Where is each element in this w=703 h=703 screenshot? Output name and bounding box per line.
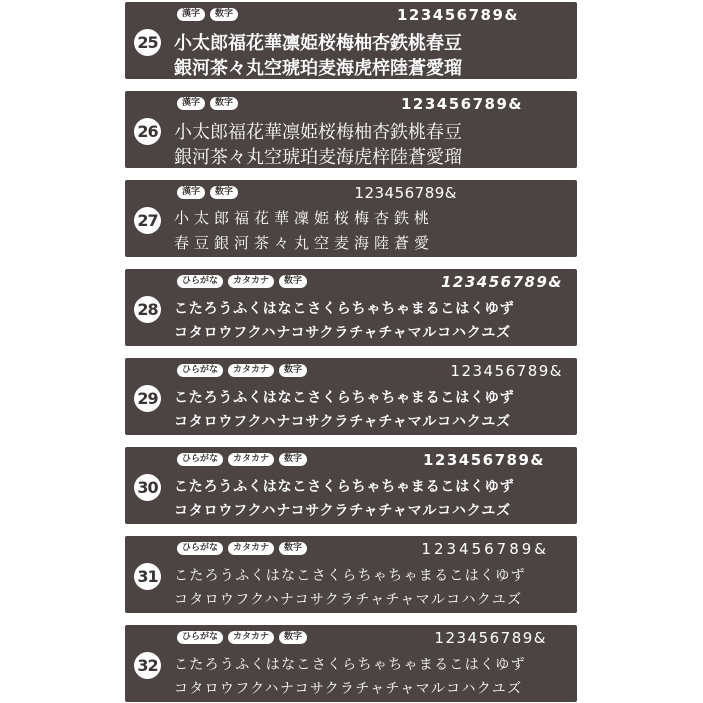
digits-tag: 数字 [210, 186, 238, 199]
hiragana-tag: ひらがな [177, 275, 223, 288]
digits-sample: 123456789& [450, 362, 563, 380]
digits-tag: 数字 [279, 453, 307, 466]
sample-line-1: こたろうふくはなこさくらちゃちゃまるこはくゆず [174, 390, 515, 406]
digits-tag: 数字 [279, 275, 307, 288]
digits-sample: 123456789& [421, 540, 549, 558]
digits-tag: 数字 [210, 97, 238, 110]
sample-number-badge: 26 [134, 118, 161, 145]
category-tags [177, 275, 307, 288]
category-tags [177, 542, 307, 555]
sample-line-2: 春豆銀河茶々丸空麦海陸蒼愛 [174, 234, 435, 252]
font-sample-panel-26 [125, 91, 577, 168]
category-tags [177, 97, 238, 110]
digits-sample: 123456789& [440, 273, 563, 291]
sample-line-2: コタロウフクハナコサクラチャチャマルコハクユズ [174, 592, 523, 608]
digits-sample: 123456789& [354, 184, 457, 202]
sample-number-badge: 30 [134, 474, 161, 501]
category-tags [177, 364, 307, 377]
kanji-tag: 漢字 [177, 8, 205, 21]
sample-line-1: 小太郎福花華凛姫桜梅柚杏鉄桃春豆 [174, 33, 462, 54]
font-sample-panel-32 [125, 625, 577, 702]
hiragana-tag: ひらがな [177, 364, 223, 377]
sample-line-1: こたろうふくはなこさくらちゃちゃまるこはくゆず [174, 568, 526, 584]
kanji-tag: 漢字 [177, 186, 205, 199]
sample-line-1: こたろうふくはなこさくらちゃちゃまるこはくゆず [174, 657, 526, 673]
sample-line-1: 小太郎福花華凜姫桜梅杏鉄桃 [174, 209, 435, 227]
sample-line-2: コタロウフクハナコサクラチャチャマルコハクユズ [174, 681, 523, 697]
font-sample-panel-29 [125, 358, 577, 435]
sample-line-2: 銀河茶々丸空琥珀麦海虎梓陸蒼愛瑠 [174, 147, 462, 168]
sample-line-2: 銀河茶々丸空琥珀麦海虎梓陸蒼愛瑠 [174, 58, 462, 79]
sample-line-1: こたろうふくはなこさくらちゃちゃまるこはくゆず [174, 301, 515, 317]
sample-line-2: コタロウフクハナコサクラチャチャマルコハクユズ [174, 503, 511, 519]
font-sample-panel-31 [125, 536, 577, 613]
katakana-tag: カタカナ [228, 275, 274, 288]
digits-tag: 数字 [279, 631, 307, 644]
hiragana-tag: ひらがな [177, 631, 223, 644]
sample-number-badge: 31 [134, 563, 161, 590]
sample-number-badge: 28 [134, 296, 161, 323]
kanji-tag: 漢字 [177, 97, 205, 110]
category-tags [177, 8, 238, 21]
hiragana-tag: ひらがな [177, 542, 223, 555]
digits-tag: 数字 [279, 364, 307, 377]
sample-line-2: コタロウフクハナコサクラチャチャマルコハクユズ [174, 414, 511, 430]
digits-sample: 123456789& [422, 451, 545, 469]
sample-line-2: コタロウフクハナコサクラチャチャマルコハクユズ [174, 325, 511, 341]
katakana-tag: カタカナ [228, 453, 274, 466]
sample-number-badge: 27 [134, 207, 161, 234]
digits-sample: 123456789& [400, 95, 523, 113]
digits-sample: 123456789& [396, 6, 519, 24]
hiragana-tag: ひらがな [177, 453, 223, 466]
katakana-tag: カタカナ [228, 364, 274, 377]
category-tags [177, 453, 307, 466]
sample-line-1: 小太郎福花華凛姫桜梅柚杏鉄桃春豆 [174, 122, 462, 143]
sample-line-1: こたろうふくはなこさくらちゃちゃまるこはくゆず [174, 479, 515, 495]
sample-number-badge: 32 [134, 652, 161, 679]
font-sample-panel-30 [125, 447, 577, 524]
font-sample-panel-28 [125, 269, 577, 346]
category-tags [177, 186, 238, 199]
sample-number-badge: 29 [134, 385, 161, 412]
katakana-tag: カタカナ [228, 631, 274, 644]
katakana-tag: カタカナ [228, 542, 274, 555]
digits-tag: 数字 [210, 8, 238, 21]
category-tags [177, 631, 307, 644]
sample-number-badge: 25 [134, 29, 161, 56]
digits-sample: 123456789& [434, 629, 547, 647]
font-sample-panel-27 [125, 180, 577, 257]
digits-tag: 数字 [279, 542, 307, 555]
font-sample-panel-25 [125, 2, 577, 79]
